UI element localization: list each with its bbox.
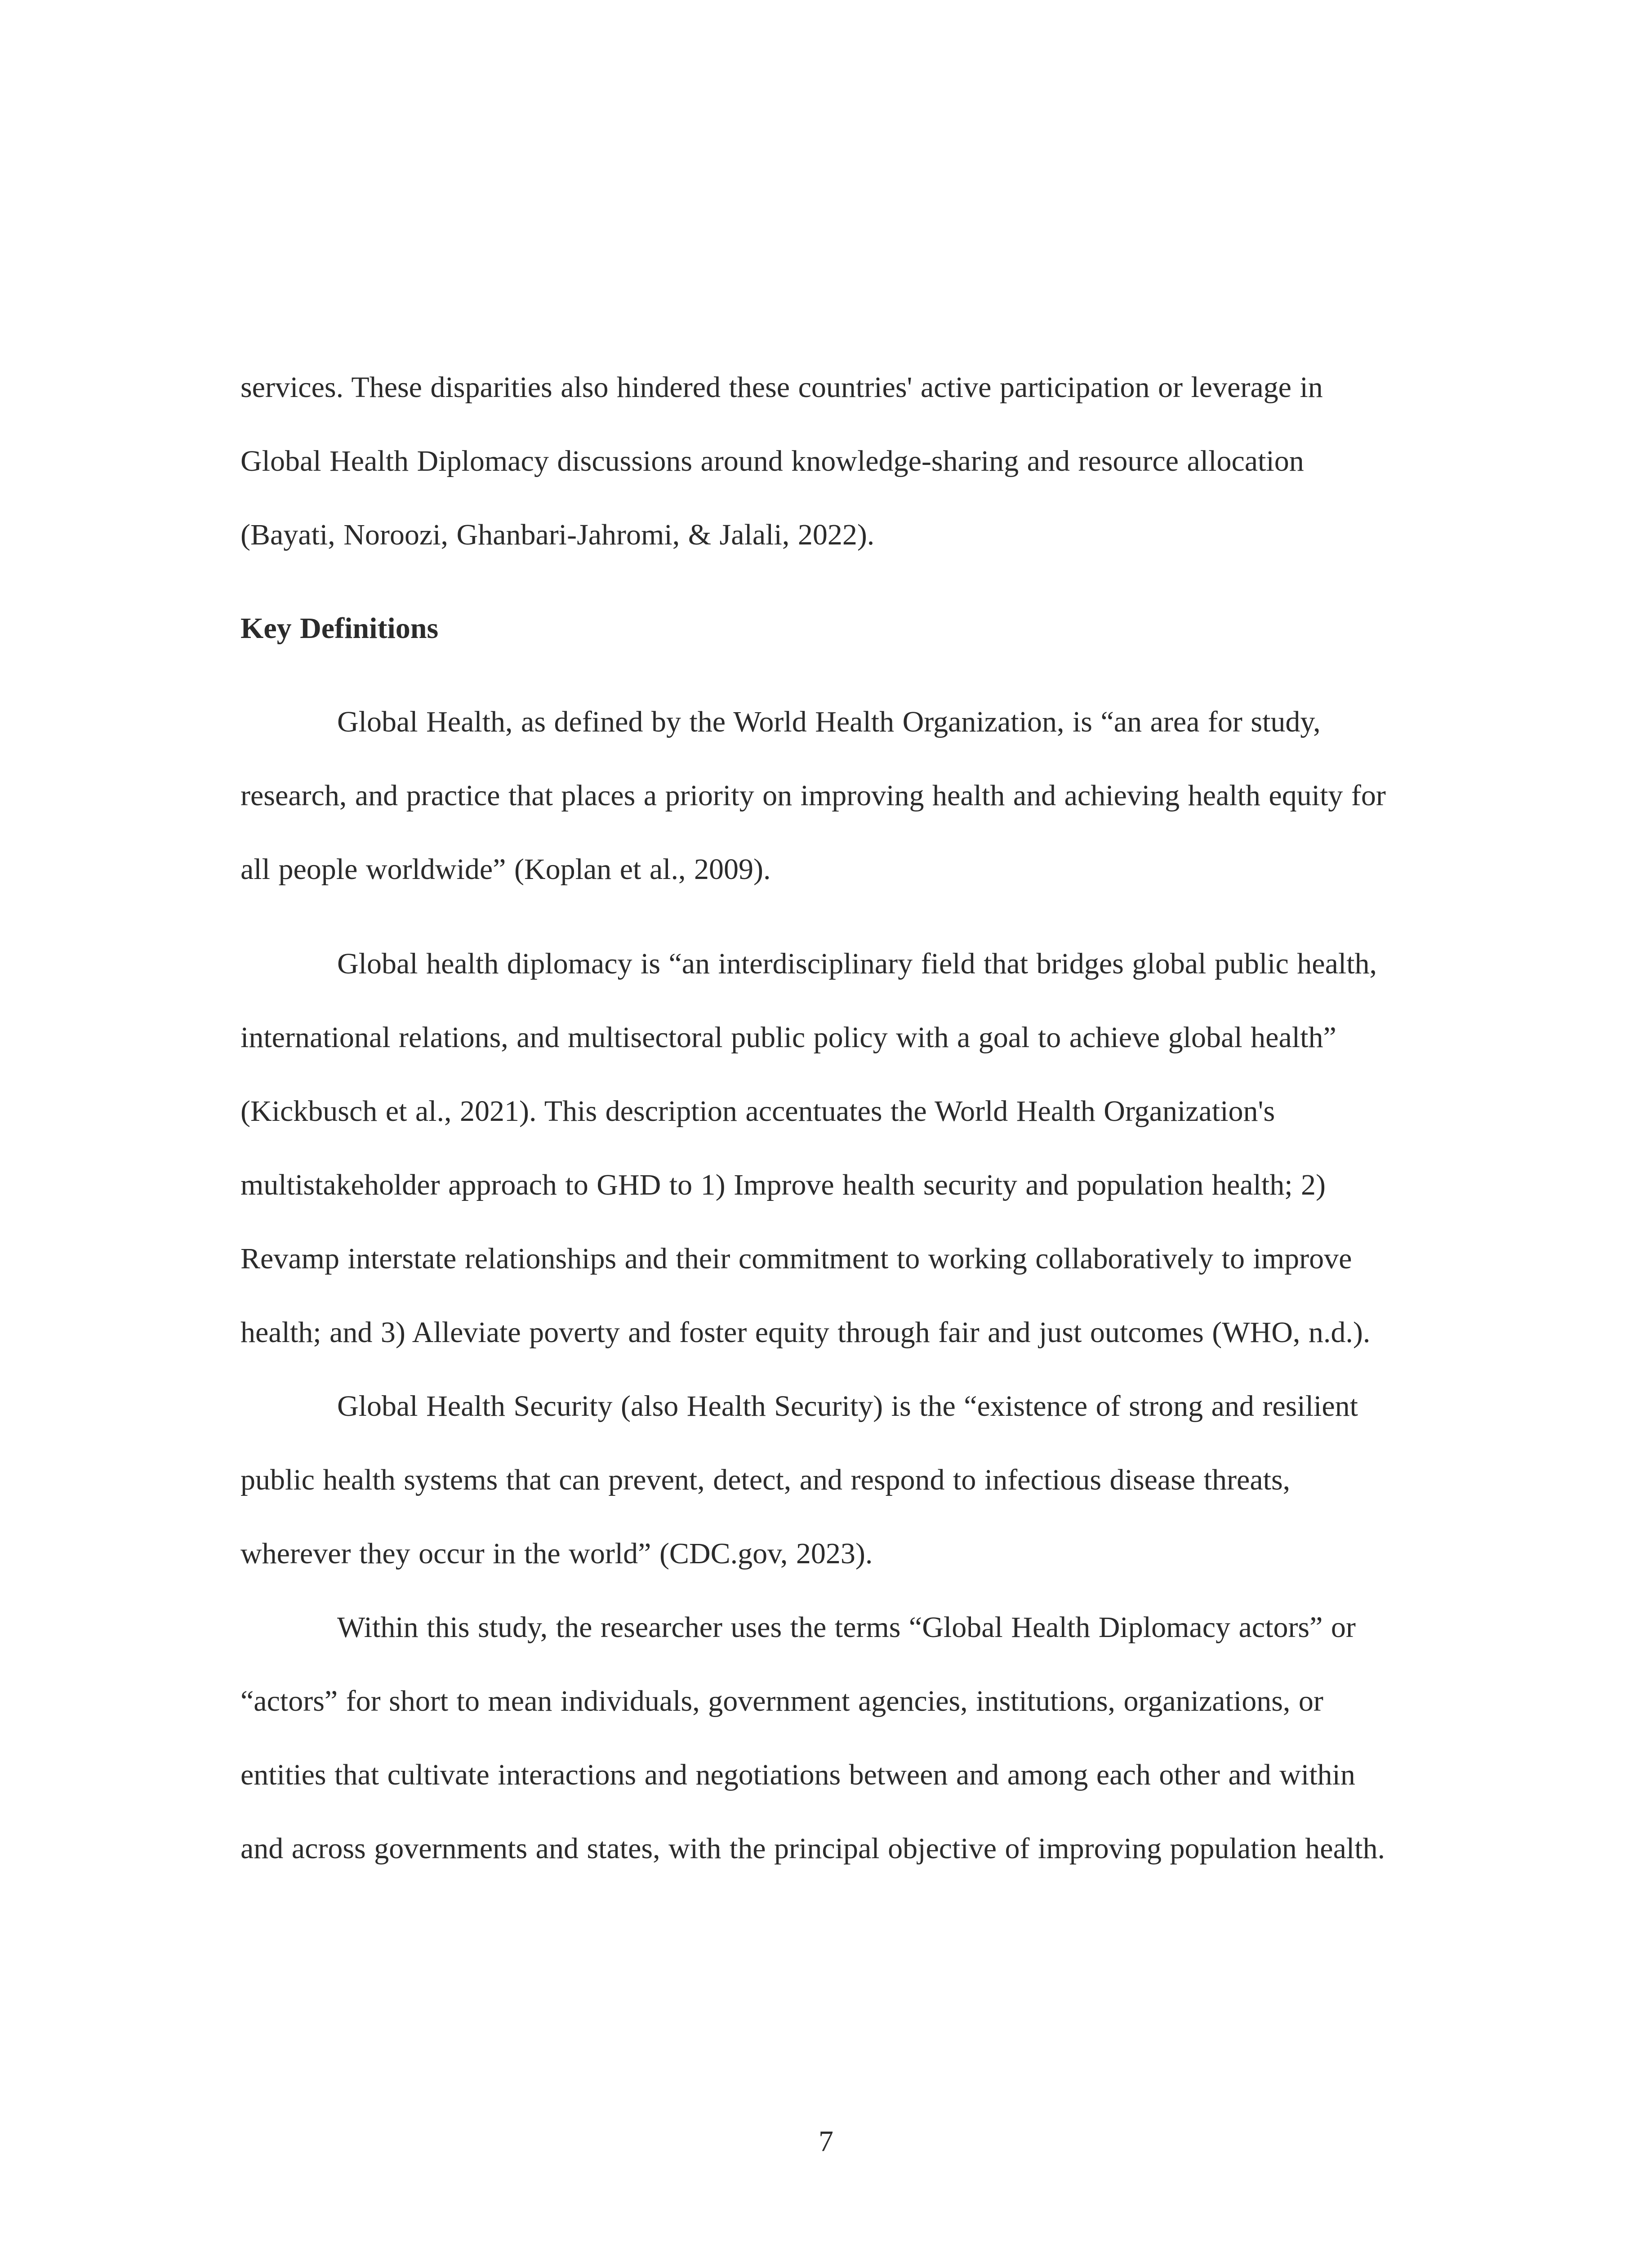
spacer: [240, 665, 1396, 685]
spacer: [240, 906, 1396, 927]
section-heading: Key Definitions: [240, 612, 439, 645]
intro-paragraph: services. These disparities also hindered these countries' active participation or leverage in Global Health Diplomacy discussions around knowledge-sharing and resource allocation (Bayati, Noroozi, Ghanbari-Jahromi, & Jalali, 2022).: [240, 371, 1323, 551]
definition-global-health: Global Health, as defined by the World Health Organization, is “an area for study, research, and practice that places a priority on improving health and achieving health equity for all people worldwide” (Koplan et al., 2009).: [240, 705, 1386, 886]
definition-global-health-security: Global Health Security (also Health Security) is the “existence of strong and resilient public health systems that can prevent, detect, and respond to infectious disease threats, wherever they occur in the world” (CDC.gov, 2023).: [240, 1390, 1358, 1570]
body-text: [240, 351, 1396, 1886]
page-number: 7: [819, 2125, 833, 2158]
definition-ghd-actors: Within this study, the researcher uses the terms “Global Health Diplomacy actors” or “actors” for short to mean individuals, government agencies, institutions, organizations, or entities that cultivate interactions and negotiations between and among each other and within and across governments and states, with the principal objective of improving population health.: [240, 1611, 1385, 1865]
definition-global-health-diplomacy: Global health diplomacy is “an interdisciplinary field that bridges global public health, international relations, and multisectoral public policy with a goal to achieve global health” (Kickbusch et al., 2021). This description accentuates the World Health Organization's multistakeholder approach to GHD to 1) Improve health security and population health; 2) Revamp interstate relationships and their commitment to working collaboratively to improve health; and 3) Alleviate poverty and foster equity through fair and just outcomes (WHO, n.d.).: [240, 947, 1377, 1349]
spacer: [240, 572, 1396, 593]
